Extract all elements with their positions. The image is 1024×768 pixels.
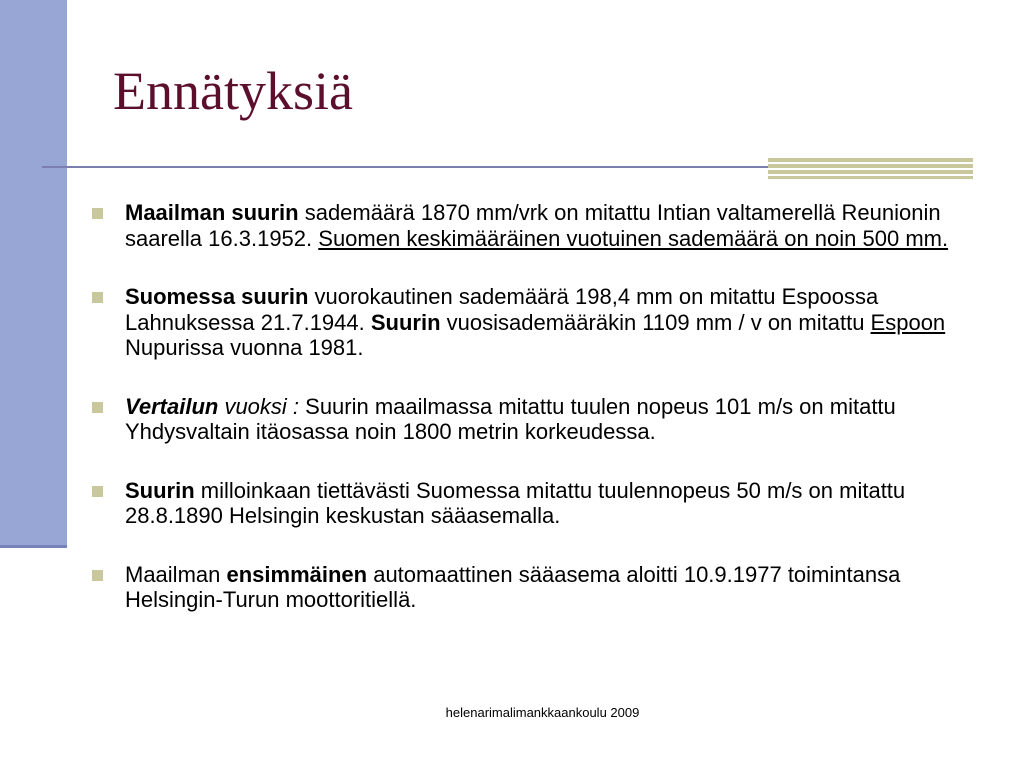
bullet-item [88, 200, 968, 251]
bullet-text-segment: Suurin [125, 477, 195, 503]
bullet-item [88, 394, 968, 445]
bullet-text-segment: vuosisademääräkin 1109 mm / v on mitattu [440, 309, 871, 335]
bullet-text-segment: Suomessa suurin [125, 284, 309, 309]
bullet-text-segment: sademäärä 1870 mm/vrk on mitattu Intian valtamerellä Reunionin saarella 16.3.1952. [125, 200, 941, 251]
bullet-text-segment: Suomen keskimääräinen vuotuinen sademäärä on noin 500 mm. [318, 225, 949, 251]
bullet-text-segment: Suurin [370, 309, 441, 335]
bullet-text-segment: milloinkaan tiettävästi Suomessa mitattu tuulennopeus 50 m/s on mitattu 28.8.1890 Helsingin keskustan sääasemalla. [125, 477, 906, 528]
slide-footer: helenarimalimankkaankoulu 2009 [445, 705, 640, 720]
left-bar-shadow [0, 545, 67, 548]
bullet-text-segment: Nupurissa vuonna 1981. [125, 335, 364, 360]
bullet-item [88, 284, 968, 361]
bullet-text-segment: vuorokautinen sademäärä 198,4 mm on mitattu Espoossa Lahnuksessa 21.7.1944. [125, 284, 879, 335]
bullet-text-segment: Maailman [125, 561, 227, 587]
square-bullet-icon [92, 402, 103, 413]
left-decorative-bar [0, 0, 67, 545]
bullet-text-segment: automaattinen sääasema aloitti 10.9.1977 toimintansa Helsingin-Turun moottoritiellä. [125, 561, 901, 612]
bullet-text-segment: vuoksi : [218, 393, 300, 419]
bullet-item [88, 478, 968, 529]
bullet-list [88, 200, 968, 646]
square-bullet-icon [92, 570, 103, 581]
square-bullet-icon [92, 292, 103, 303]
square-bullet-icon [92, 486, 103, 497]
bullet-text-segment: Suurin maailmassa mitattu tuulen nopeus 101 m/s on mitattu Yhdysvaltain itäosassa noin 1800 metrin korkeudessa. [125, 393, 896, 444]
bullet-text-segment: Maailman suurin [125, 200, 299, 225]
bullet-item [88, 562, 968, 613]
bullet-text-segment: Vertailun [125, 393, 219, 419]
bullet-text-segment: ensimmäinen [226, 561, 368, 587]
square-bullet-icon [92, 208, 103, 219]
title-divider-accent [768, 158, 973, 179]
bullet-text-segment: Espoon [870, 309, 946, 335]
slide-title: Ennätyksiä [113, 61, 353, 121]
title-divider-line [42, 166, 782, 168]
